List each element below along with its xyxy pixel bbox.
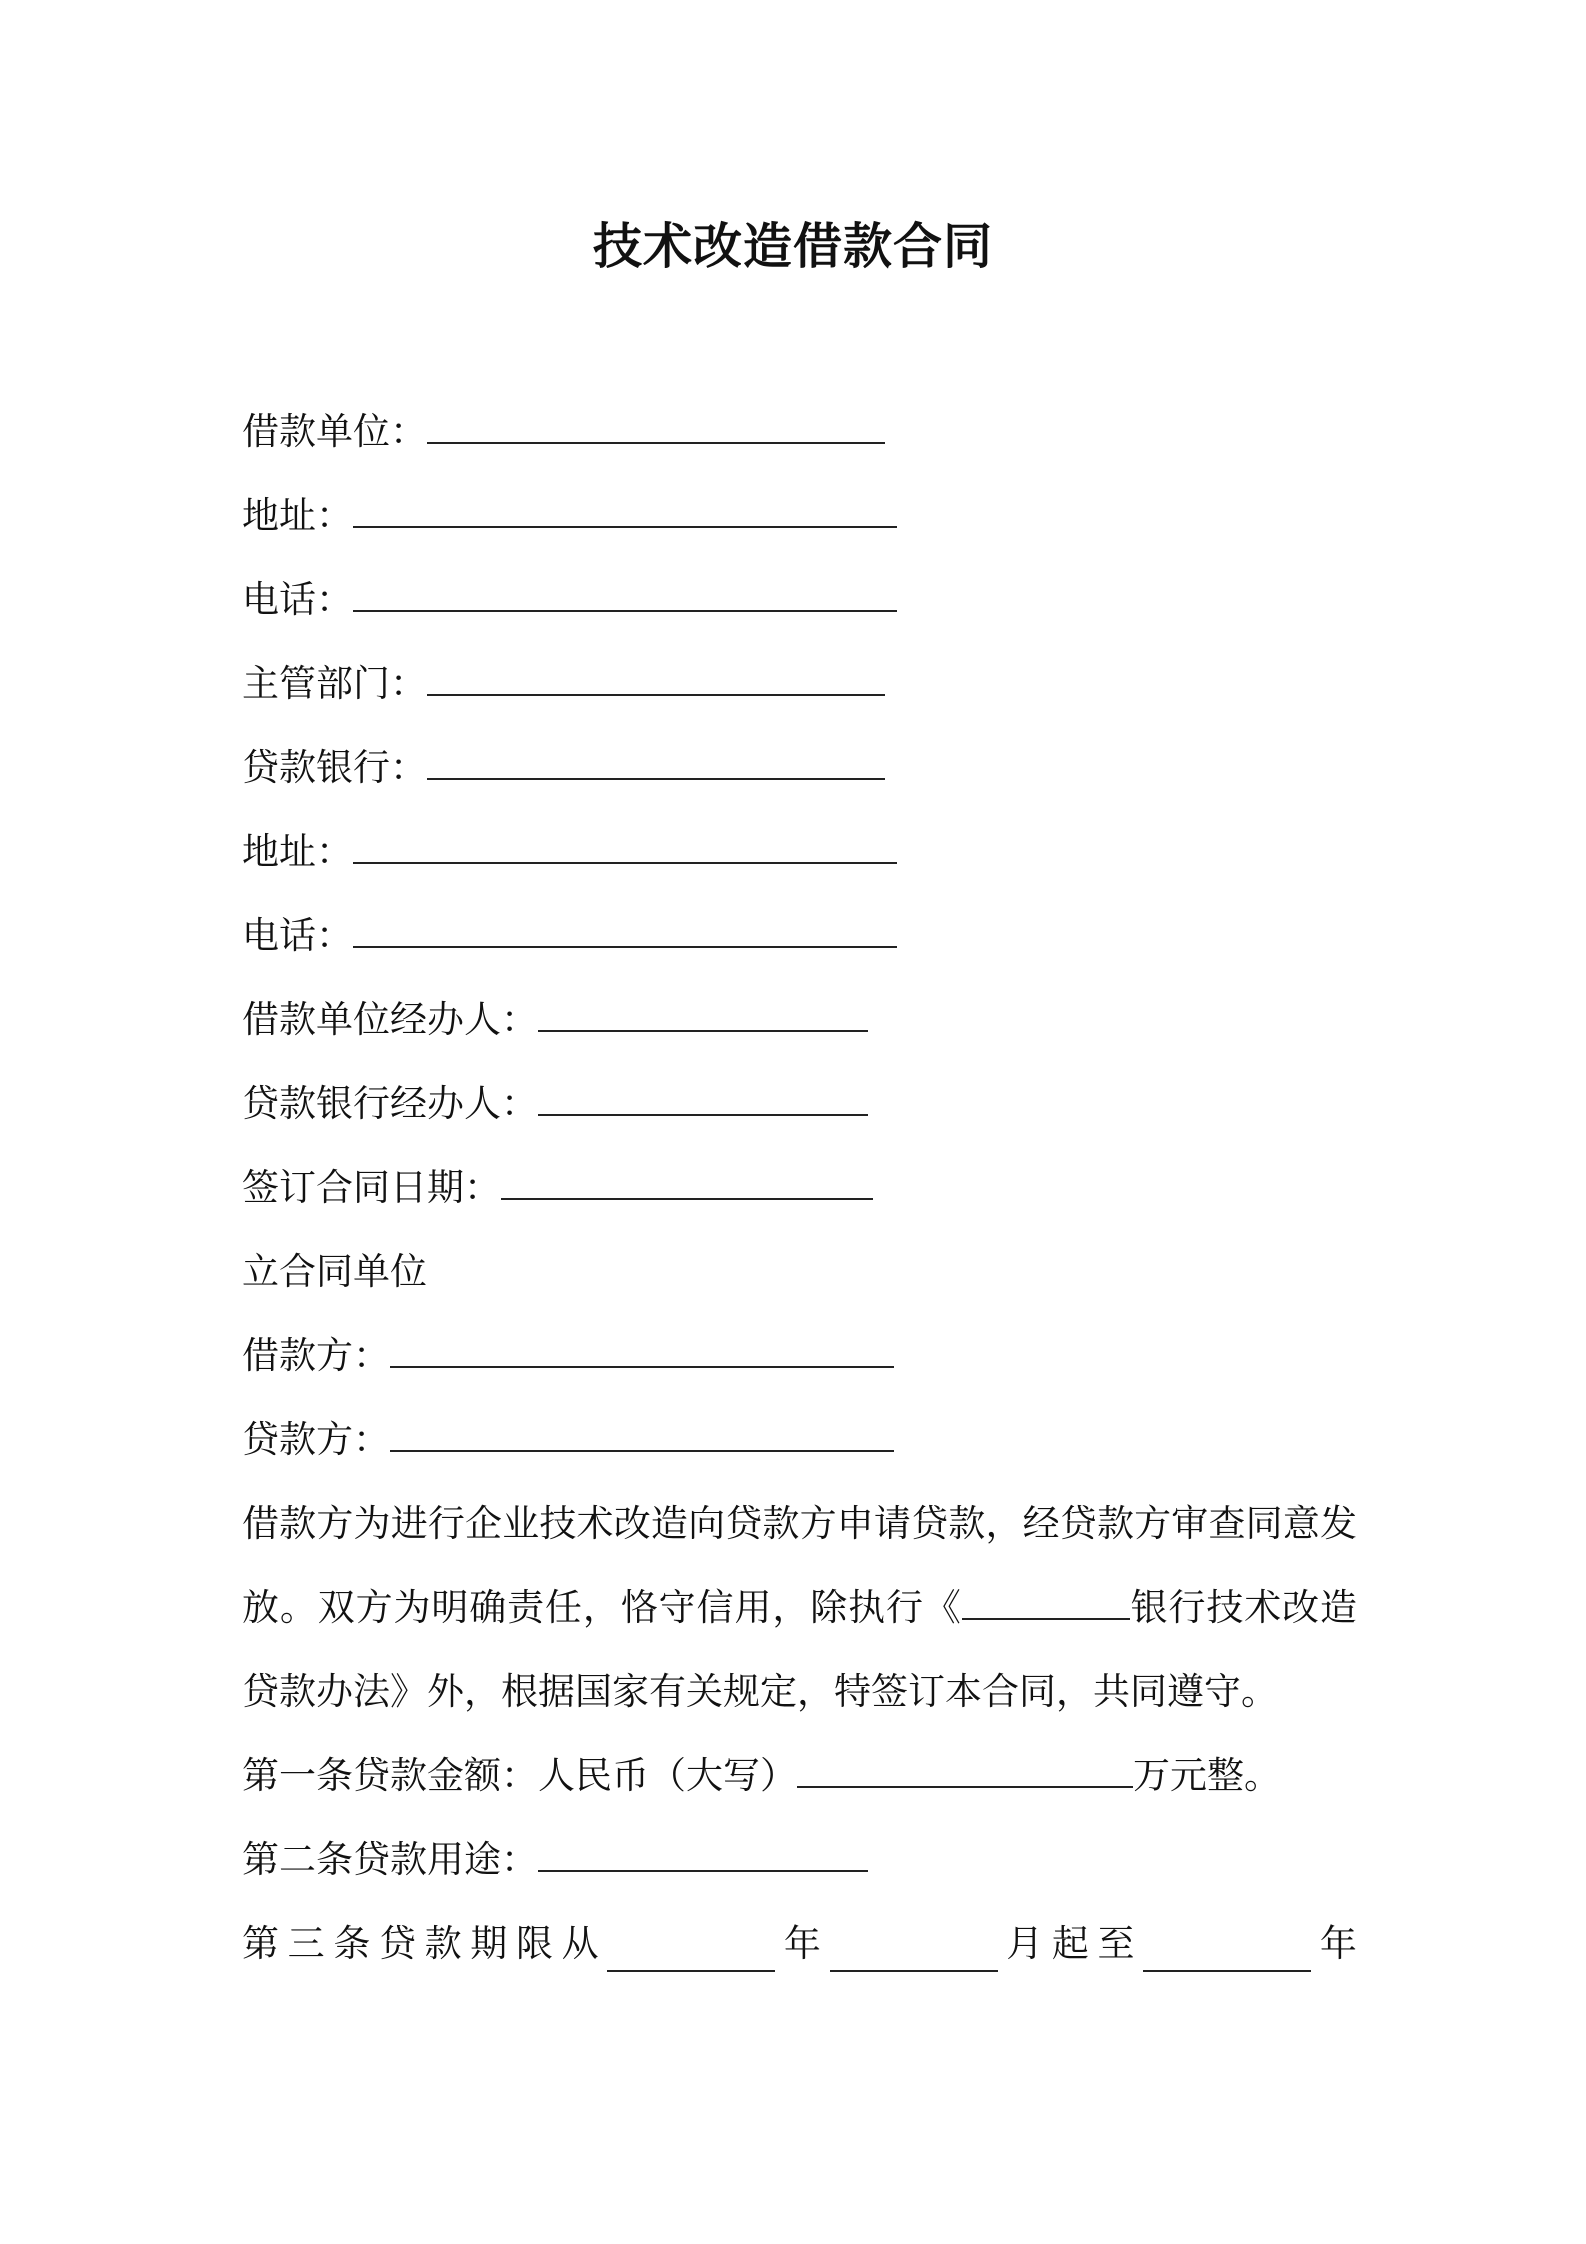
phone-blank-2[interactable]: [353, 912, 897, 948]
article-1-text: 第一条贷款金额：人民币（大写）: [242, 1754, 797, 1797]
bank-name-blank[interactable]: [962, 1584, 1130, 1620]
borrower-agent-blank[interactable]: [538, 996, 868, 1032]
article-3-char: 限: [515, 1922, 553, 1965]
article-3-char: 三: [287, 1922, 325, 1965]
authority-row: [242, 656, 885, 712]
article-3-char: 至: [1097, 1922, 1135, 1965]
article-2-label: 第二条贷款用途：: [242, 1838, 538, 1881]
article-3-char: 贷: [378, 1922, 416, 1965]
borrower-unit-row: [242, 404, 885, 460]
address-blank-2[interactable]: [353, 828, 897, 864]
borrower-row: [242, 1328, 894, 1384]
preamble-text-2: 银行技术改造贷款办法》外，根据国家有关规定，特签订本合同，共同遵守。: [242, 1586, 1357, 1713]
phone-row-2: [242, 908, 897, 964]
bank-agent-label: 贷款银行经办人：: [242, 1082, 538, 1125]
borrower-unit-label: 借款单位：: [242, 410, 427, 453]
borrower-agent-label: 借款单位经办人：: [242, 998, 538, 1041]
article-2-row: [242, 1832, 868, 1888]
preamble-text-1: 借款方为进行企业技术改造向贷款方申请贷款，经贷款方审查同意发放。双方为明确责任，恪守信用，除执行《: [242, 1502, 1357, 1629]
borrower-unit-blank[interactable]: [427, 408, 885, 444]
lending-bank-blank[interactable]: [427, 744, 885, 780]
document-title: 技术改造借款合同: [592, 218, 993, 275]
article-3-row: [242, 1916, 1357, 1972]
loan-purpose-blank[interactable]: [538, 1836, 868, 1872]
article-3-char: 从: [561, 1922, 599, 1965]
address-blank-1[interactable]: [353, 492, 897, 528]
sign-date-row: [242, 1160, 873, 1216]
article-1-unit: 万元整。: [1133, 1754, 1281, 1797]
phone-blank-1[interactable]: [353, 576, 897, 612]
borrower-agent-row: [242, 992, 868, 1048]
lending-bank-row: [242, 740, 885, 796]
month-label-1: 月: [1006, 1922, 1044, 1965]
borrower-label: 借款方：: [242, 1334, 390, 1377]
end-year-blank[interactable]: [1143, 1936, 1311, 1972]
phone-row-1: [242, 572, 897, 628]
article-3-char: 款: [424, 1922, 462, 1965]
lender-row: [242, 1412, 894, 1468]
article-1-row: [242, 1748, 1281, 1804]
phone-label-2: 电话：: [242, 914, 353, 957]
authority-blank[interactable]: [427, 660, 885, 696]
bank-agent-blank[interactable]: [538, 1080, 868, 1116]
phone-label-1: 电话：: [242, 578, 353, 621]
lending-bank-label: 贷款银行：: [242, 746, 427, 789]
address-label-1: 地址：: [242, 494, 353, 537]
article-3-char: 起: [1051, 1922, 1089, 1965]
lender-blank[interactable]: [390, 1416, 894, 1452]
article-3-char: 期: [470, 1922, 508, 1965]
address-row-1: [242, 488, 897, 544]
start-month-blank[interactable]: [830, 1936, 998, 1972]
year-label-2: 年: [1319, 1922, 1357, 1965]
bank-agent-row: [242, 1076, 868, 1132]
address-label-2: 地址：: [242, 830, 353, 873]
loan-amount-blank[interactable]: [797, 1752, 1133, 1788]
article-3-char: 第: [242, 1922, 279, 1965]
borrower-blank[interactable]: [390, 1332, 894, 1368]
authority-label: 主管部门：: [242, 662, 427, 705]
start-year-blank[interactable]: [607, 1936, 775, 1972]
article-3-char: 条: [333, 1922, 371, 1965]
lender-label: 贷款方：: [242, 1418, 390, 1461]
preamble-paragraph: [242, 1482, 1357, 1734]
address-row-2: [242, 824, 897, 880]
year-label-1: 年: [783, 1922, 821, 1965]
parties-heading: 立合同单位: [242, 1250, 427, 1293]
sign-date-blank[interactable]: [501, 1164, 873, 1200]
sign-date-label: 签订合同日期：: [242, 1166, 501, 1209]
